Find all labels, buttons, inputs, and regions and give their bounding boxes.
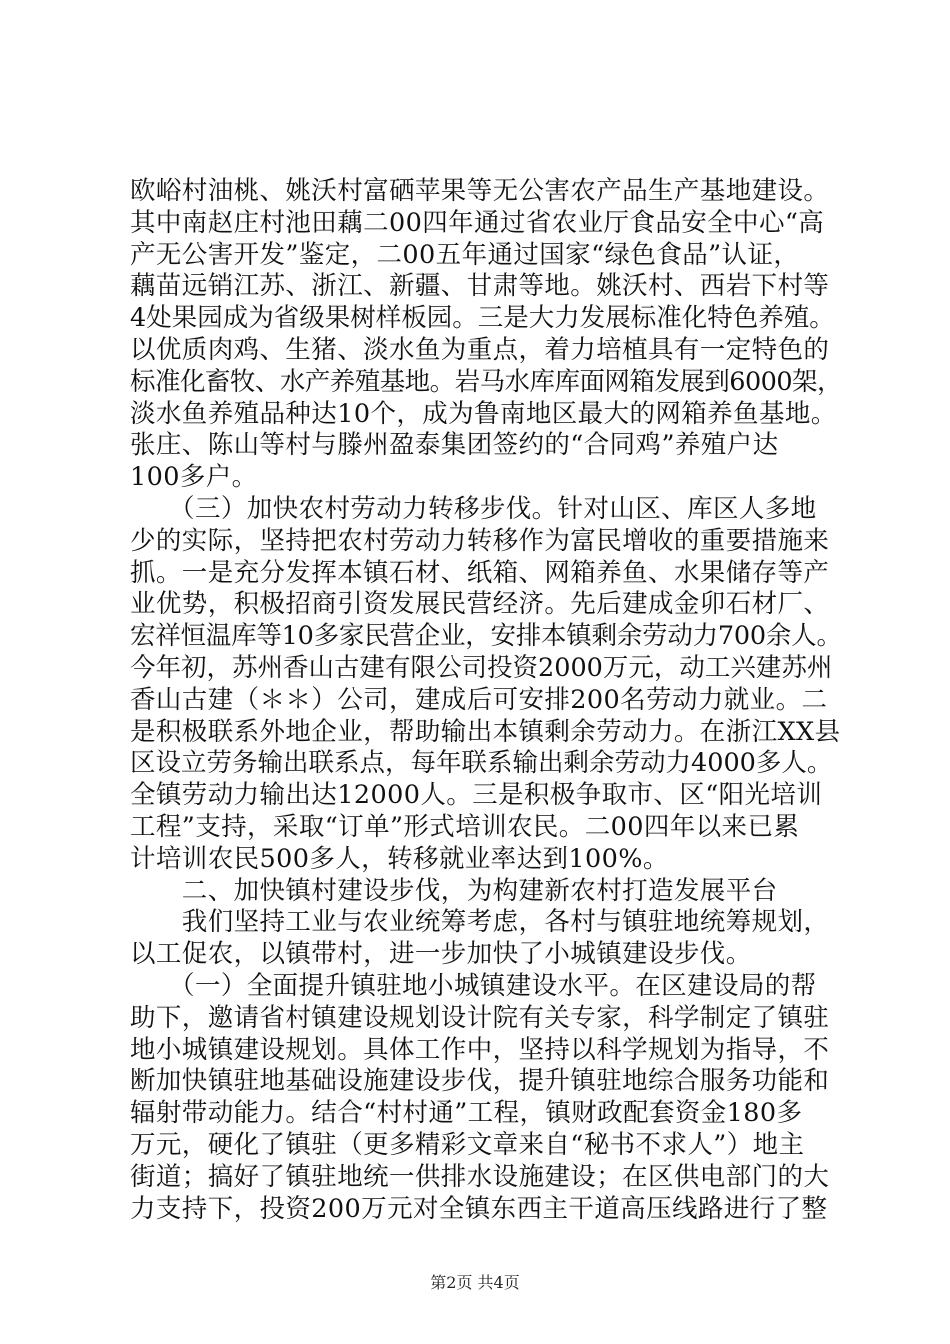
text-line: 万元，硬化了镇驻（更多精彩文章来自“秘书不求人”）地主	[130, 1129, 805, 1160]
text-line: 张庄、陈山等村与滕州盈泰集团签约的“合同鸡”养殖户达	[130, 430, 779, 461]
text-line: 标准化畜牧、水产养殖基地。岩马水库库面网箱发展到6000架，	[130, 366, 842, 397]
text-line: 淡水鱼养殖品种达10个，成为鲁南地区最大的网箱养鱼基地。	[130, 398, 837, 429]
text-line: 藕苗远销江苏、浙江、新疆、甘肃等地。姚沃村、西岩下村等	[130, 271, 830, 302]
text-line: 100多户。	[130, 462, 258, 493]
text-line: 业优势，积极招商引资发展民营经济。先后建成金卯石材厂、	[130, 589, 830, 620]
text-line: 街道；搞好了镇驻地统一供排水设施建设；在区供电部门的大	[130, 1161, 830, 1192]
text-line: 4处果园成为省级果树样板园。三是大力发展标准化特色养殖。	[130, 303, 835, 334]
text-line: 欧峪村油桃、姚沃村富硒苹果等无公害农产品生产基地建设。	[130, 176, 830, 206]
text-line: 产无公害开发”鉴定，二00五年通过国家“绿色食品”认证，	[130, 239, 800, 270]
text-line: 其中南赵庄村池田藕二00四年通过省农业厅食品安全中心“高	[130, 207, 825, 238]
text-line: 辐射带动能力。结合“村村通”工程，镇财政配套资金180多	[130, 1098, 803, 1129]
text-line: 以优质肉鸡、生猪、淡水鱼为重点，着力培植具有一定特色的	[130, 334, 830, 365]
text-line: 区设立劳务输出联系点，每年联系输出剩余劳动力4000多人。	[130, 748, 833, 779]
page-footer: 第2页 共4页	[430, 1273, 520, 1292]
text-line: 宏祥恒温库等10多家民营企业，安排本镇剩余劳动力700余人。	[130, 621, 842, 652]
text-line: 力支持下，投资200万元对全镇东西主干道高压线路进行了整	[130, 1193, 828, 1224]
text-line: 断加快镇驻地基础设施建设步伐，提升镇驻地综合服务功能和	[130, 1066, 830, 1097]
text-line: 是积极联系外地企业，帮助输出本镇剩余劳动力。在浙江XX县	[130, 716, 841, 747]
text-line: 全镇劳动力输出达12000人。三是积极争取市、区“阳光培训	[130, 780, 823, 811]
text-line: （一）全面提升镇驻地小城镇建设水平。在区建设局的帮	[130, 970, 817, 1001]
document-body	[130, 176, 840, 1225]
text-line: 我们坚持工业与农业统筹考虑，各村与镇驻地统筹规划，	[130, 907, 830, 938]
text-line: 计培训农民500多人，转移就业率达到100%。	[130, 843, 669, 874]
text-line: 助下，邀请省村镇建设规划设计院有关专家，科学制定了镇驻	[130, 1002, 830, 1033]
text-line: 二、加快镇村建设步伐，为构建新农村打造发展平台	[130, 875, 778, 906]
text-line: 地小城镇建设规划。具体工作中，坚持以科学规划为指导，不	[130, 1034, 830, 1065]
text-line: 工程”支持，采取“订单”形式培训农民。二00四年以来已累	[130, 811, 800, 842]
text-line: （三）加快农村劳动力转移步伐。针对山区、库区人多地	[130, 493, 817, 524]
text-line: 今年初，苏州香山古建有限公司投资2000万元，动工兴建苏州	[130, 652, 833, 683]
text-line: 抓。一是充分发挥本镇石材、纸箱、网箱养鱼、水果储存等产	[130, 557, 830, 588]
text-line: 以工促农，以镇带村，进一步加快了小城镇建设步伐。	[130, 939, 752, 970]
text-line: 少的实际，坚持把农村劳动力转移作为富民增收的重要措施来	[130, 525, 830, 556]
text-line: 香山古建（＊＊）公司，建成后可安排200名劳动力就业。二	[130, 684, 828, 715]
